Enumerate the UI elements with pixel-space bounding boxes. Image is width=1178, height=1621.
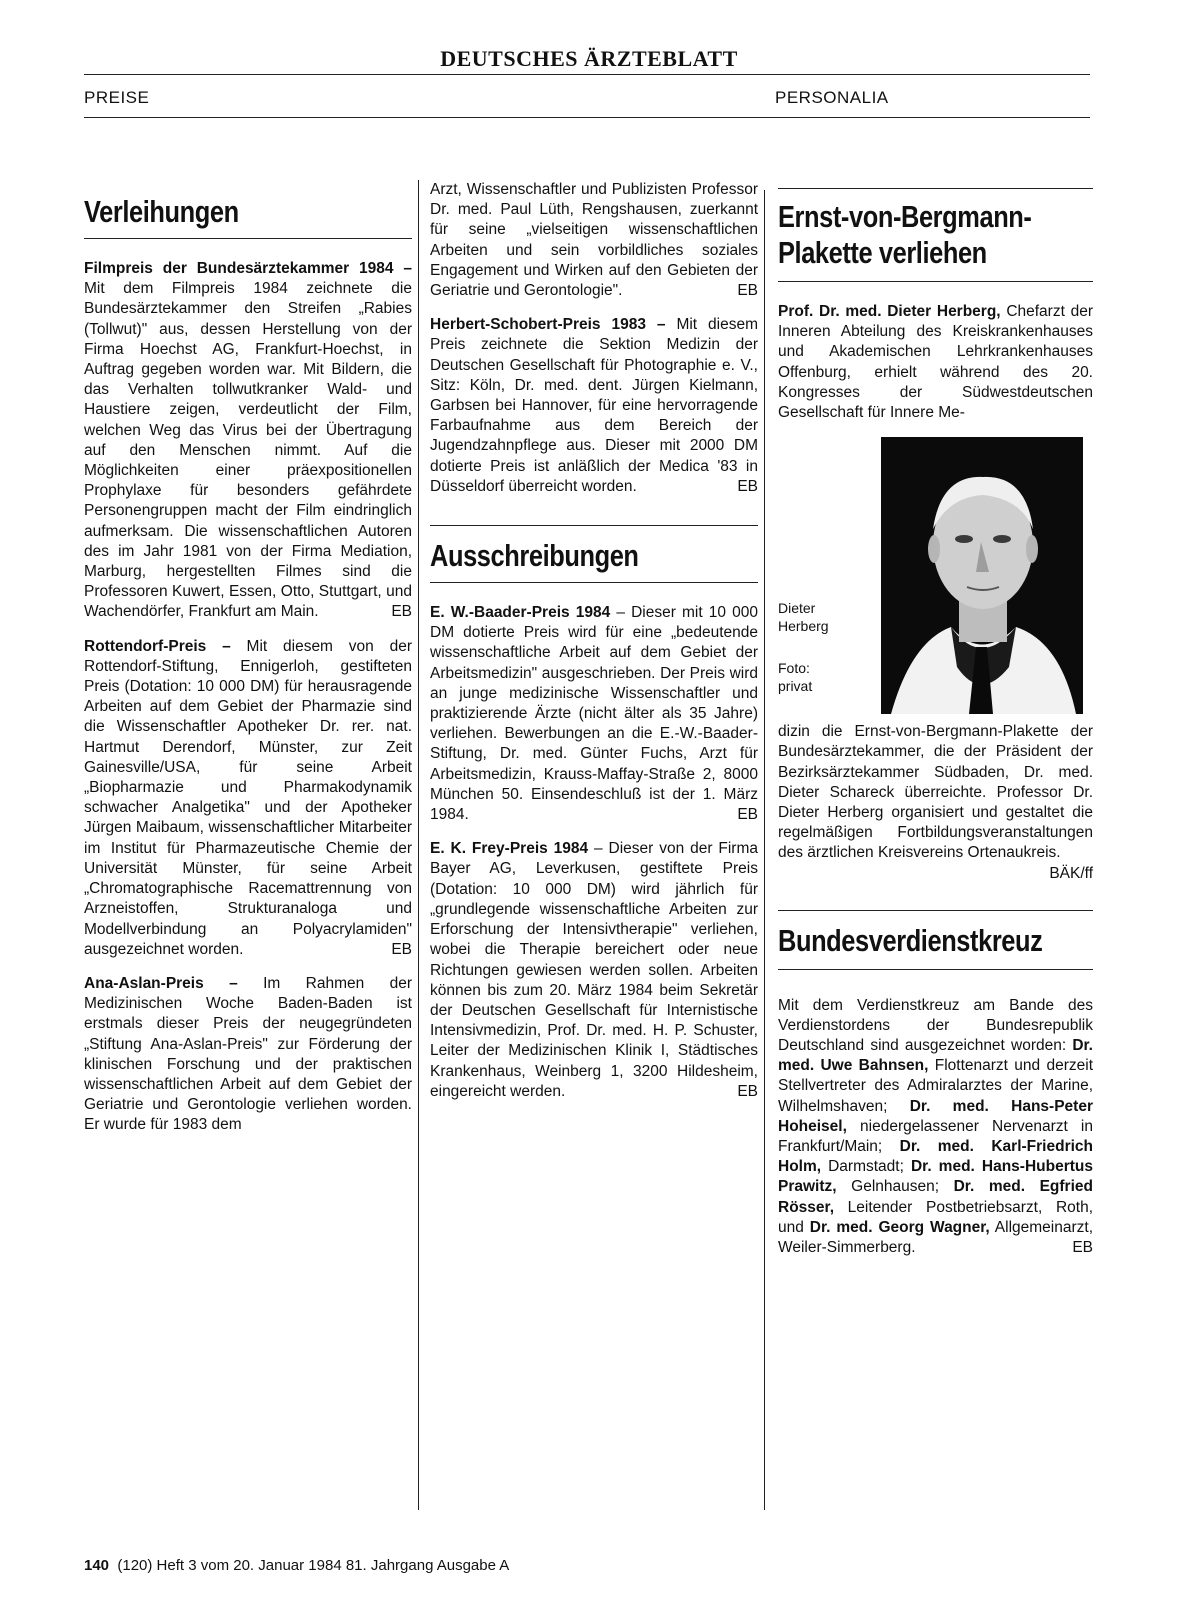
article-text: Darmstadt; (821, 1158, 911, 1176)
honoree-name: Dr. med. Hans-Peter Hoheisel, (778, 1097, 1093, 1135)
honoree-name: Dr. med. Hans-Hubertus Prawitz, (778, 1158, 1093, 1196)
article-signature: EB (391, 603, 412, 621)
caption-line: privat (778, 678, 813, 695)
page-number: 140 (84, 1557, 110, 1574)
article-text: – Dieser von der Firma Bayer AG, Leverkusen, gestiftete Preis (Dotation: 10 000 DM) wird jährlich für „grundlegende wissenschaftliche Arbeiten zur Erforschung der Intensivtherapie" verliehen, wobei die Therapie bereichert oder neue Richtungen gewiesen werden sollen. Arbeiten können bis zum 20. März 1984 beim Sekretär der Deutschen Gesellschaft für Internistische Intensivmedizin, Prof. Dr. med. H. P. Schuster, Leiter der Medizinischen Klinik I, Städtisches Krankenhaus, Weinberg 1, 3200 Hildesheim, eingereicht werden. (430, 840, 758, 1100)
heading-rule (84, 238, 412, 239)
article-signature: EB (391, 940, 412, 958)
portrait-figure (778, 437, 1093, 722)
honoree-name: Dr. med. Uwe Bahnsen, (778, 1037, 1093, 1075)
masthead: DEUTSCHES ÄRZTEBLATT (440, 46, 738, 71)
heading-rule-top (430, 525, 758, 526)
honoree-name: Dr. med. Georg Wagner, (809, 1218, 990, 1236)
article-lead: Herbert-Schobert-Preis 1983 – (430, 316, 666, 334)
issue-info: (120) Heft 3 vom 20. Januar 1984 81. Jahrgang Ausgabe A (117, 1557, 510, 1574)
heading-ausschreibungen: Ausschreibungen (430, 538, 639, 574)
column-divider-2 (764, 190, 765, 1510)
caption-line: Herberg (778, 618, 829, 635)
article-lead: E. W.-Baader-Preis 1984 (430, 604, 611, 622)
article-bundesverdienstkreuz (778, 996, 1093, 1259)
article-lead: Prof. Dr. med. Dieter Herberg, (778, 303, 1001, 320)
heading-rule-top (778, 188, 1093, 189)
section-label-personalia: PERSONALIA (775, 88, 889, 107)
article-signature: EB (737, 1082, 758, 1100)
header-rule-top (84, 74, 1090, 75)
heading-rule (778, 969, 1093, 970)
article-text: Mit diesem von der Rottendorf-Stiftung, Ennigerloh, gestifteten Preis (Dotation: 10 000 DM) für herausragende Arbeiten auf dem Gebiet der Pharmazie sind die Wissenschaftler Apotheker Dr. rer. nat. Hartmut Derendorf, Münster, zur Zeit Gainesville/USA, für seine Arbeit „Biopharmazie und Pharmakodynamik schwacher Analgetika" und der Apotheker Jürgen Maibaum, wissenschaftlicher Mitarbeiter im Institut für Pharmazeutische Chemie der Universität Münster, für seine Arbeit „Chromatographische Racemattrennung von Arzneistoffen, Strukturanaloga und Modellverbindung an Polyacrylamiden" ausgezeichnet worden. (84, 637, 412, 958)
article-filmpreis (84, 259, 412, 623)
caption-line: Dieter (778, 600, 816, 617)
honoree-name: Dr. med. Egfried Rösser, (778, 1178, 1093, 1216)
column-middle (430, 180, 758, 1102)
article-herberg (778, 302, 1093, 423)
article-text: Flottenarzt und derzeit Stellvertreter des Admiralarztes der Marine, Wilhelmshaven; (778, 1057, 1093, 1115)
article-text: – Dieser mit 10 000 DM dotierte Preis wird für eine „bedeutende wissenschaftliche Arbeit auf dem Gebiet der Arbeitsmedizin" ausgeschrieben. Der Preis wird an junge medizinische Wissenschaftler und praktizierende Ärzte (nicht älter als 35 Jahre) verliehen. Bewerbungen an die E.-W.-Baader-Stiftung, Dr. med. Günter Fuchs, Arzt für Arbeitsmedizin, Krauss-Maffay-Straße 2, 8000 München 50. Einsendeschluß ist der 1. März 1984. (430, 604, 758, 824)
article-text: Mit dem Verdienstkreuz am Bande des Verdienstordens der Bundesrepublik Deutschland sind ausgezeichnet worden: (778, 996, 1093, 1055)
heading-verleihungen: Verleihungen (84, 194, 239, 229)
portrait-photo (881, 437, 1083, 714)
heading-ernst-von-bergmann-line2: Plakette verliehen (778, 235, 987, 270)
page-footer (84, 1557, 509, 1574)
article-signature: EB (737, 282, 758, 300)
article-text: Gelnhausen; (836, 1178, 954, 1196)
article-text: Allgemeinarzt, Weiler-Simmerberg. (778, 1218, 1093, 1257)
article-ana-aslan-continued (430, 180, 758, 301)
article-text: Mit dem Filmpreis 1984 zeichnete die Bundesärztekammer den Streifen „Rabies (Tollwut)" aus, dessen Herstellung von der Firma Hoechst AG, Frankfurt-Hoechst, in Auftrag gegeben worden war. Mit Bildern, die das Verhalten tollwutkranker Wald- und Haustiere zeigen, verdeutlicht der Film, welchen Weg das Virus bei der Übertragung auf den Menschen nimmt. Auf die Möglichkeiten einer präexpositionellen Prophylaxe für besonders gefährdete Personengruppen macht der Film eindringlich aufmerksam. Die wissenschaftlichen Autoren des im Jahr 1981 von der Firma Mediation, Marburg, hergestellten Filmes sind die Professoren Kuwert, Essen, Otto, Stuttgart, und Wachendörfer, Frankfurt am Main. (84, 280, 412, 621)
article-herbert-schobert (430, 315, 758, 497)
honoree-name: Dr. med. Karl-Friedrich Holm, (778, 1138, 1093, 1176)
heading-bundesverdienstkreuz: Bundesverdienstkreuz (778, 922, 1043, 958)
article-signature: BÄK/ff (1049, 864, 1093, 882)
article-text: Im Rahmen der Medizinischen Woche Baden-Baden ist erstmals dieser Preis der neugegründeten „Stiftung Ana-Aslan-Preis" zur Förderung der klinischen Forschung und der praktischen wissenschaftlichen Arbeit auf dem Gebiet der Geriatrie und Gerontologie verliehen worden. Er wurde für 1983 dem (84, 974, 412, 1134)
article-signature: EB (737, 806, 758, 824)
article-text: Mit diesem Preis zeichnete die Sektion Medizin der Deutschen Gesellschaft für Photographie e. V., Sitz: Köln, Dr. med. dent. Jürgen Kielmann, Garbsen bei Hannover, für eine hervorragende Farbaufnahme aus dem Bereich der Jugendzahnpflege aus. Dieser mit 2000 DM dotierte Preis ist anläßlich der Medica '83 in Düsseldorf überreicht worden. (430, 316, 758, 495)
article-signature: EB (737, 477, 758, 495)
article-text: Chefarzt der Inneren Abteilung des Kreiskrankenhauses und Akademischen Lehrkrankenhauses Offenburg, erhielt während des 20. Kongresses der Südwestdeutschen Gesellschaft für Innere Me- (778, 303, 1093, 422)
article-text: dizin die Ernst-von-Bergmann-Plakette der Bundesärztekammer, die der Präsident der Bezirksärztekammer Südbaden, Dr. med. Dieter Schareck überreichte. Professor Dr. Dieter Herberg organisiert und gestaltet die regelmäßigen Fortbildungsveranstaltungen des ärztlichen Kreisvereins Ortenaukreis. (778, 723, 1093, 862)
article-text: Arzt, Wissenschaftler und Publizisten Professor Dr. med. Paul Lüth, Rengshausen, zuerkannt für seine „vielseitigen wissenschaftlichen Arbeiten und sein vorbildliches soziales Engagement und Wirken auf den Gebieten der Geriatrie und Gerontologie". (430, 181, 758, 300)
article-rottendorf (84, 637, 412, 960)
heading-rule (778, 281, 1093, 282)
article-frey-preis (430, 839, 758, 1102)
heading-ernst-von-bergmann-line1: Ernst-von-Bergmann- (778, 199, 1032, 234)
article-baader-preis (430, 603, 758, 825)
article-text: Leitender Postbetriebsarzt, Roth, und (778, 1198, 1093, 1236)
column-divider-1 (418, 180, 419, 1510)
article-lead: Filmpreis der Bundesärztekammer 1984 – (84, 260, 412, 277)
column-left (84, 188, 412, 1136)
section-label-preise: PREISE (84, 88, 150, 107)
article-ana-aslan (84, 974, 412, 1136)
caption-line: Foto: (778, 660, 810, 677)
photo-caption-credit (778, 659, 812, 695)
article-lead: E. K. Frey-Preis 1984 (430, 840, 589, 858)
article-lead: Ana-Aslan-Preis – (84, 974, 238, 992)
article-herberg-continued (778, 722, 1093, 882)
photo-caption-name (778, 599, 829, 635)
portrait-image (881, 437, 1083, 714)
heading-rule-top (778, 910, 1093, 911)
article-text: niedergelassener Nervenarzt in Frankfurt/Main; (778, 1117, 1093, 1156)
heading-rule (430, 582, 758, 583)
article-lead: Rottendorf-Preis – (84, 637, 231, 655)
column-right (778, 188, 1093, 1258)
article-signature: EB (1072, 1239, 1093, 1257)
header-rule-bottom (84, 117, 1090, 118)
